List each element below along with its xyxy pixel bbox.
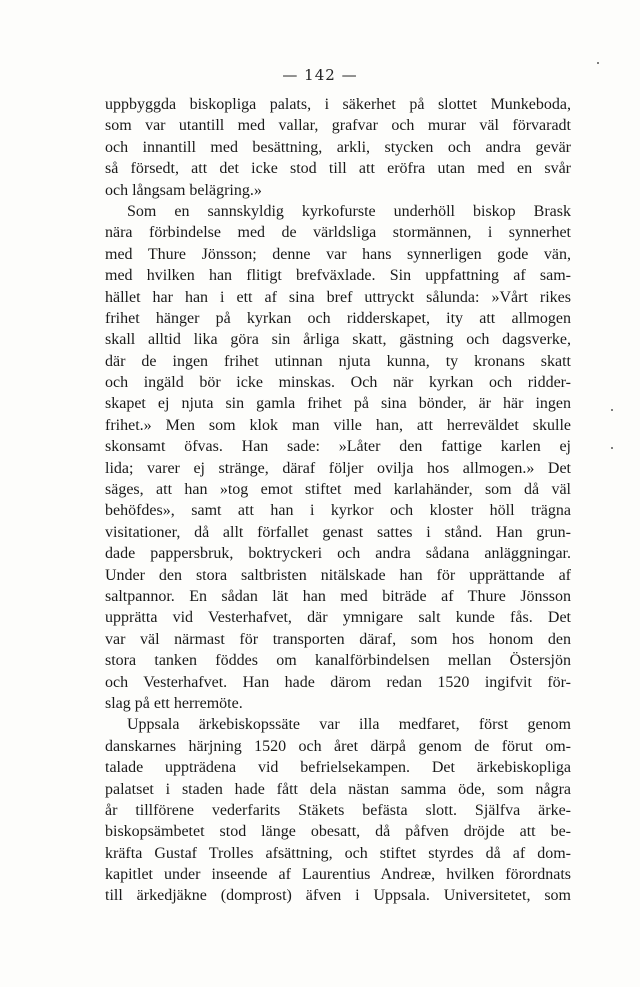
text-line: skall alltid lika göra sin årliga skatt, gästning och dagsverke, xyxy=(105,331,571,349)
text-line: hället har han i ett af sina bref uttryckt sålunda: »Vårt rikes xyxy=(105,288,571,306)
text-line: behöfdes», samt att han i kyrkor och kloster höll trägna xyxy=(105,502,571,520)
text-line: palatset i staden hade fått dela nästan samma öde, som några xyxy=(105,780,571,798)
text-line: till ärkedjäkne (domprost) äfven i Uppsala. Universitetet, som xyxy=(105,887,571,905)
text-line: nära förbindelse med de världsliga stormännen, i synnerhet xyxy=(105,224,571,242)
text-line: och ingäld bör icke minskas. Och när kyrkan och ridder- xyxy=(105,374,571,392)
scan-speck xyxy=(611,447,613,449)
text-line: biskopsämbetet stod länge obesatt, då påfven dröjde att be- xyxy=(105,823,571,841)
text-line: visitationer, då allt förfallet genast sattes i stånd. Han grun- xyxy=(105,523,571,541)
text-line: och långsam belägring.» xyxy=(105,181,262,199)
text-line: så försedt, att det icke stod till att eröfra utan med en svår xyxy=(105,160,571,178)
text-line: och innantill med besättning, arkli, stycken och andra gevär xyxy=(105,138,571,156)
text-line: frihet.» Men som klok man ville han, att herreväldet skulle xyxy=(105,416,571,434)
text-line: med Thure Jönsson; denne var hans synnerligen gode vän, xyxy=(105,245,571,263)
text-line: lida; varer ej stränge, däraf följer ovilja hos allmogen.» Det xyxy=(105,459,571,477)
text-line: med hvilken han flitigt brefväxlade. Sin uppfattning af sam- xyxy=(105,267,571,285)
text-line: stora tanken föddes om kanalförbindelsen mellan Östersjön xyxy=(105,652,571,670)
text-line: slag på ett herremöte. xyxy=(105,694,243,712)
text-line: kräfta Gustaf Trolles afsättning, och stiftet styrdes då af dom- xyxy=(105,844,571,862)
text-line: dade pappersbruk, boktryckeri och andra sådana anläggningar. xyxy=(105,545,571,563)
text-line: år tillförene vederfarits Stäkets befästa slott. Själfva ärke- xyxy=(105,801,571,819)
text-line: där de ingen frihet utinnan njuta kunna, ty kronans skatt xyxy=(105,352,571,370)
text-line: danskarnes härjning 1520 och året därpå genom de förut om- xyxy=(105,737,571,755)
text-line: upprätta vid Vesterhafvet, där ymnigare salt kunde fås. Det xyxy=(105,609,571,627)
text-line: och Vesterhafvet. Han hade därom redan 1520 ingifvit för- xyxy=(105,673,571,691)
text-line: skapet ej njuta sin gamla frihet på sina bönder, är här ingen xyxy=(105,395,571,413)
text-line: saltpannor. En sådan lät han med biträde af Thure Jönsson xyxy=(105,587,571,605)
text-line: var väl närmast för transporten däraf, som hos honom den xyxy=(105,630,571,648)
text-line: Under den stora saltbristen nitälskade han för upprättande af xyxy=(105,566,571,584)
body-text xyxy=(105,94,571,907)
text-line: skonsamt öfvas. Han sade: »Låter den fattige karlen ej xyxy=(105,438,571,456)
text-line: Uppsala ärkebiskopssäte var illa medfaret, först genom xyxy=(127,716,571,734)
text-line: som var utantill med vallar, grafvar och murar väl förvaradt xyxy=(105,117,571,135)
text-line: Som en sannskyldig kyrkofurste underhöll biskop Brask xyxy=(127,202,571,220)
scan-speck xyxy=(611,409,613,411)
page-number: — 142 — xyxy=(282,66,358,84)
text-line: kapitlet under inseende af Laurentius Andreæ, hvilken förordnats xyxy=(105,866,571,884)
text-line: frihet hänger på kyrkan och ridderskapet, ity att allmogen xyxy=(105,309,571,327)
text-line: uppbyggda biskopliga palats, i säkerhet på slottet Munkeboda, xyxy=(105,96,571,113)
text-line: säges, att han »tog emot stiftet med karlahänder, som då väl xyxy=(105,481,571,499)
scan-speck xyxy=(597,62,599,64)
text-line: talade uppträdena vid befrielsekampen. Det ärkebiskopliga xyxy=(105,759,571,777)
